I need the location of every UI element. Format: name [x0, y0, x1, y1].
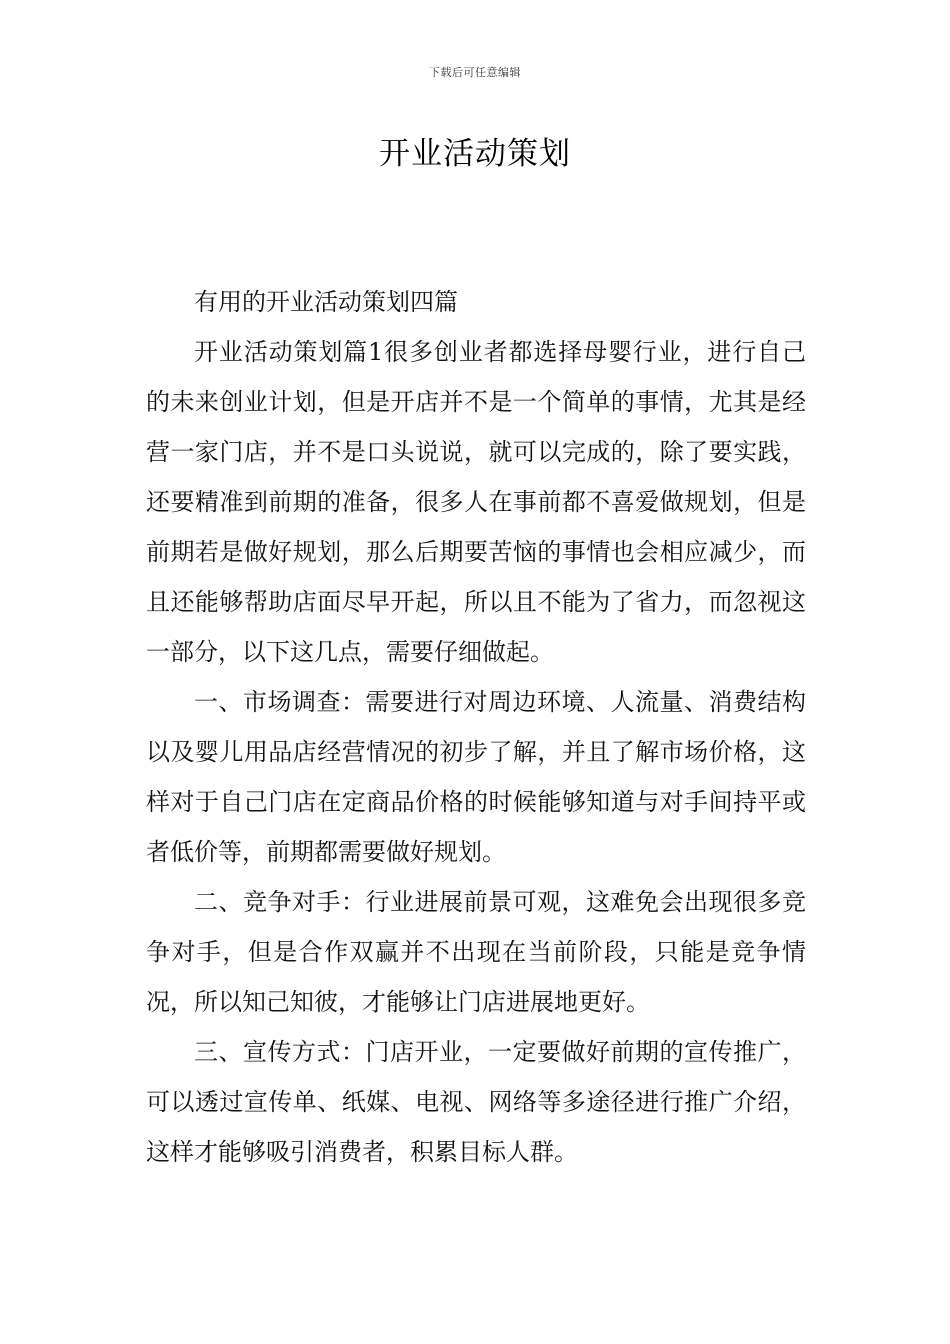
paragraph-intro: 开业活动策划篇1很多创业者都选择母婴行业，进行自己的未来创业计划，但是开店并不是一个简单的事情，尤其是经营一家门店，并不是口头说说，就可以完成的，除了要实践，还要精准到前期的准备，很多人在事前都不喜爱做规划，但是前期若是做好规划，那么后期要苦恼的事情也会相应减少，而且还能够帮助店面尽早开起，所以且不能为了省力，而忽视这一部分，以下这几点，需要仔细做起。 — [146, 338, 806, 666]
paragraph-competitors: 二、竞争对手：行业进展前景可观，这难免会出现很多竞争对手，但是合作双赢并不出现在当前阶段，只能是竞争情况，所以知己知彼，才能够让门店进展地更好。 — [146, 888, 806, 1016]
paragraph-subtitle: 有用的开业活动策划四篇 — [194, 288, 458, 316]
document-body — [146, 277, 806, 1177]
document-title: 开业活动策划 — [379, 136, 571, 172]
header-note: 下载后可任意编辑 — [429, 66, 521, 79]
paragraph-promotion: 三、宣传方式：门店开业，一定要做好前期的宣传推广，可以透过宣传单、纸媒、电视、网络等多途径进行推广介绍，这样才能够吸引消费者，积累目标人群。 — [146, 1038, 806, 1166]
paragraph-market-research: 一、市场调查：需要进行对周边环境、人流量、消费结构以及婴儿用品店经营情况的初步了解，并且了解市场价格，这样对于自己门店在定商品价格的时候能够知道与对手间持平或者低价等，前期都需要做好规划。 — [146, 688, 806, 866]
